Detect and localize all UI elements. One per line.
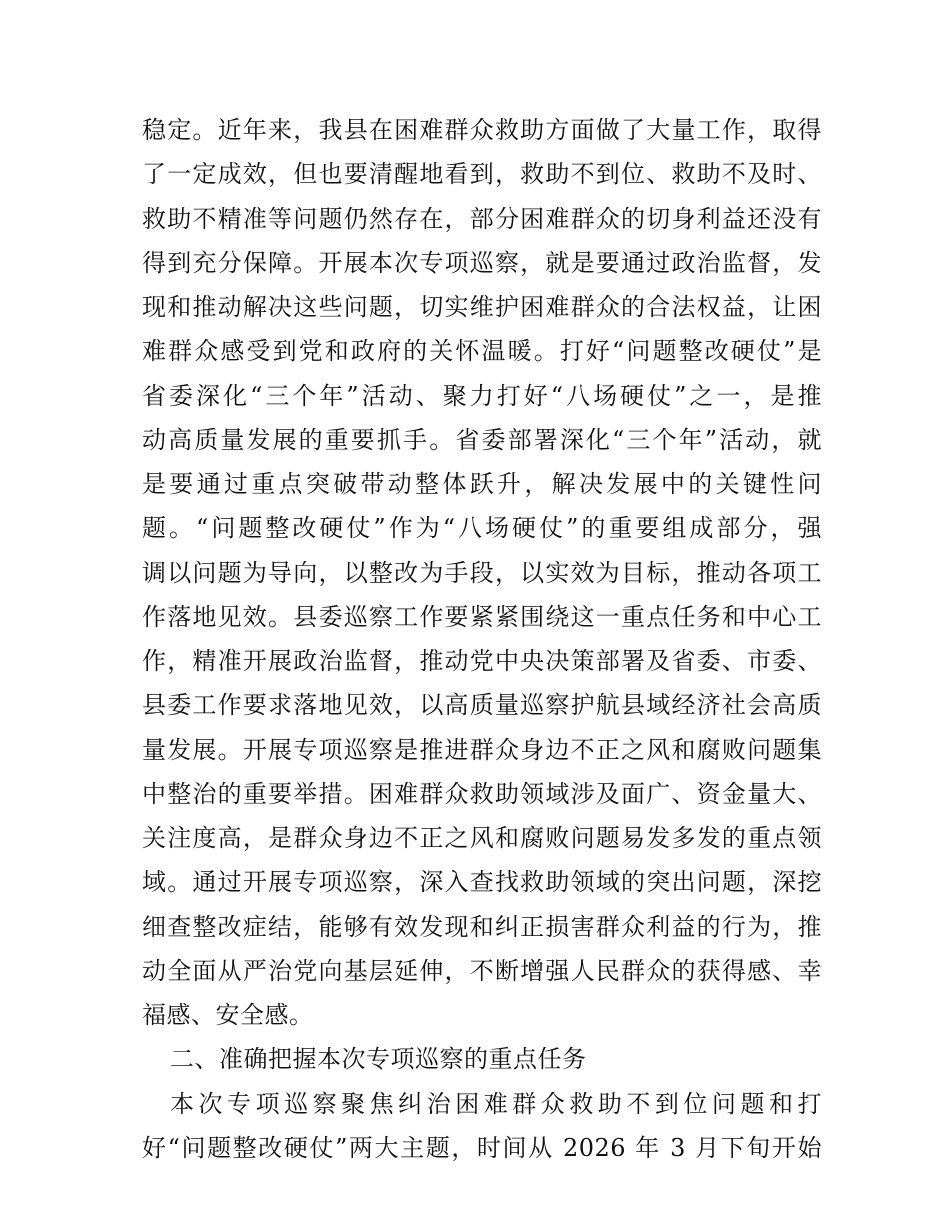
text-line: 了一定成效，但也要清醒地看到，救助不到位、救助不及时、 [142, 160, 822, 189]
text-line: 调以问题为导向，以整改为手段，以实效为目标，推动各项工 [142, 558, 822, 587]
text-line: 中整治的重要举措。困难群众救助领域涉及面广、资金量大、 [142, 779, 822, 808]
text-line: 福感、安全感。 [142, 1001, 314, 1029]
text-line: 作落地见效。县委巡察工作要紧紧围绕这一重点任务和中心工 [142, 602, 822, 631]
text-line: 稳定。近年来，我县在困难群众救助方面做了大量工作，取得 [142, 116, 822, 144]
text-line: 关注度高，是群众身边不正之风和腐败问题易发多发的重点领 [142, 824, 822, 852]
text-line: 量发展。开展专项巡察是推进群众身边不正之风和腐败问题集 [142, 735, 822, 764]
text-line: 难群众感受到党和政府的关怀温暖。打好“问题整改硬仗”是 [142, 337, 822, 366]
text-line: 县委工作要求落地见效，以高质量巡察护航县域经济社会高质 [142, 691, 822, 720]
section-heading: 二、准确把握本次专项巡察的重点任务 [170, 1045, 587, 1074]
text-line: 作，精准开展政治监督，推动党中央决策部署及省委、市委、 [142, 647, 822, 675]
text-line: 省委深化“三个年”活动、聚力打好“八场硬仗”之一，是推 [142, 381, 822, 410]
text-line: 好“问题整改硬仗”两大主题，时间从 2026 年 3 月下旬开始 [142, 1133, 822, 1162]
text-line: 现和推动解决这些问题，切实维护困难群众的合法权益，让困 [142, 293, 822, 321]
text-line: 本次专项巡察聚焦纠治困难群众救助不到位问题和打 [170, 1089, 822, 1118]
text-line: 动高质量发展的重要抓手。省委部署深化“三个年”活动，就 [142, 425, 822, 454]
text-line: 得到充分保障。开展本次专项巡察，就是要通过政治监督，发 [142, 248, 822, 277]
text-line: 救助不精准等问题仍然存在，部分困难群众的切身利益还没有 [142, 204, 822, 233]
text-line: 动全面从严治党向基层延伸，不断增强人民群众的获得感、幸 [142, 956, 822, 985]
body-text [142, 108, 822, 1170]
text-line: 细查整改症结，能够有效发现和纠正损害群众利益的行为，推 [142, 912, 822, 941]
text-line: 题。“问题整改硬仗”作为“八场硬仗”的重要组成部分，强 [142, 514, 822, 543]
text-line: 是要通过重点突破带动整体跃升，解决发展中的关键性问 [142, 470, 822, 498]
text-line: 域。通过开展专项巡察，深入查找救助领域的突出问题，深挖 [142, 868, 822, 897]
